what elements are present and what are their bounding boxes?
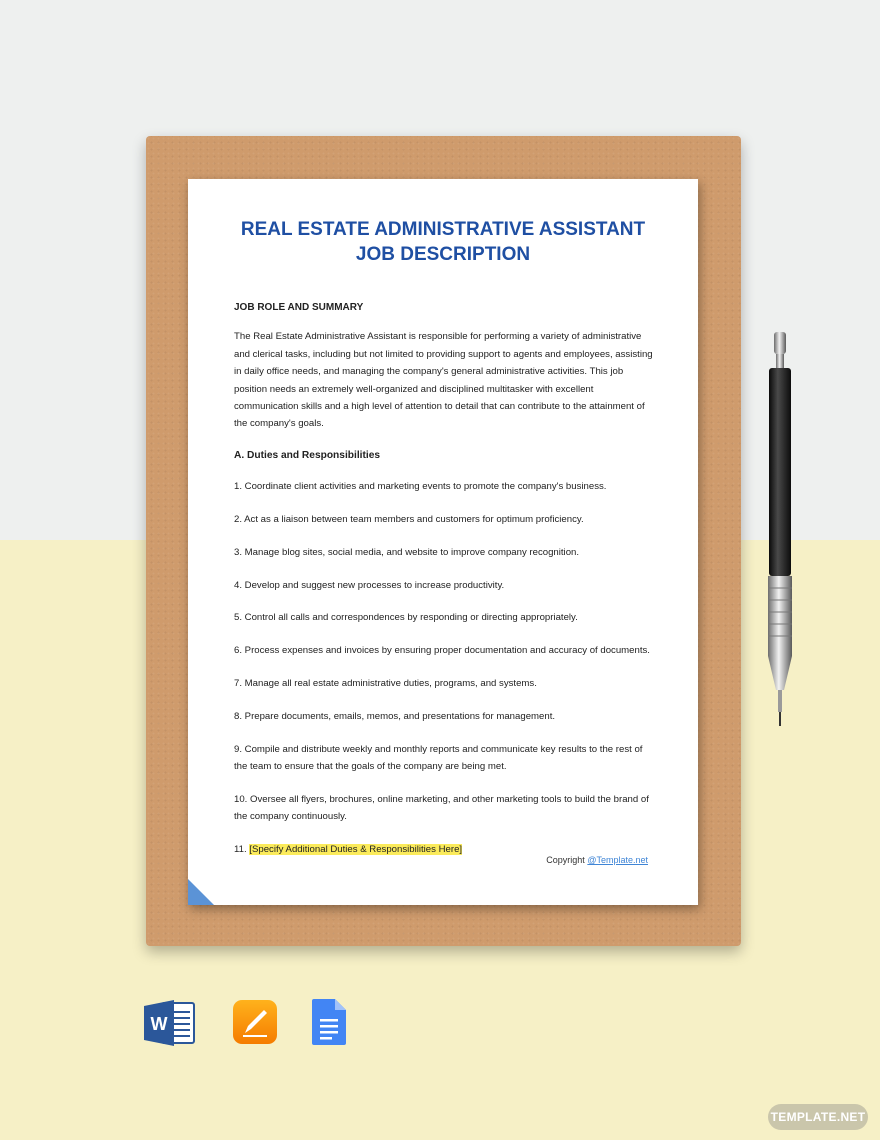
copyright-label: Copyright xyxy=(546,855,585,865)
title-line-2: JOB DESCRIPTION xyxy=(355,244,531,265)
duties-heading: A. Duties and Responsibilities xyxy=(234,449,381,461)
duty-item-4: 4. Develop and suggest new processes to increase productivity. xyxy=(234,579,505,591)
duty-placeholder-highlight: [Specify Additional Duties & Responsibilities Here] xyxy=(249,844,463,856)
duty-item-2: 2. Act as a liaison between team members and customers for optimum proficiency. xyxy=(234,514,584,526)
document-page xyxy=(188,179,698,905)
duty-item-9: 9. Compile and distribute weekly and monthly reports and communicate key results to the rest of the team to ensure that the goals of the company are being met. xyxy=(234,743,643,773)
document-body xyxy=(234,299,654,874)
copyright-link[interactable]: @Template.net xyxy=(587,855,648,865)
duty-item-10: 10. Oversee all flyers, brochures, online marketing, and other marketing tools to build the brand of the company continuously. xyxy=(234,793,649,823)
document-title xyxy=(188,217,698,267)
mechanical-pencil-icon xyxy=(760,330,800,730)
duty-item-3: 3. Manage blog sites, social media, and website to improve company recognition. xyxy=(234,546,580,558)
summary-paragraph: The Real Estate Administrative Assistant is responsible for performing a variety of administrative and clerical tasks, including but not limited to providing support to agents and employees, assisting in daily office needs, and managing the company's general administrative activities. This job position needs an extremely well-organized and disciplined multitasker with excellent communication skills and a high level of attention to detail that can contribute to the attainment of the company's goals. xyxy=(234,331,653,430)
duty-item-1: 1. Coordinate client activities and marketing events to promote the company's business. xyxy=(234,481,607,493)
duty-item-7: 7. Manage all real estate administrative duties, programs, and systems. xyxy=(234,678,537,690)
page-corner-fold xyxy=(188,879,214,905)
copyright-notice xyxy=(546,855,648,865)
duty-item-6: 6. Process expenses and invoices by ensuring proper documentation and accuracy of documents. xyxy=(234,645,650,657)
word-icon[interactable] xyxy=(144,1000,196,1046)
google-docs-icon[interactable] xyxy=(312,999,346,1045)
duty-item-11-number: 11. xyxy=(234,844,247,856)
duty-item-8: 8. Prepare documents, emails, memos, and presentations for management. xyxy=(234,710,556,722)
pages-icon[interactable] xyxy=(233,1000,277,1044)
title-line-1: REAL ESTATE ADMINISTRATIVE ASSISTANT xyxy=(240,219,646,240)
word-icon-letter: W xyxy=(150,1014,168,1034)
summary-heading: JOB ROLE AND SUMMARY xyxy=(234,302,364,313)
duty-item-5: 5. Control all calls and correspondences by responding or directing appropriately. xyxy=(234,612,578,624)
watermark-badge: TEMPLATE.NET xyxy=(768,1104,868,1130)
